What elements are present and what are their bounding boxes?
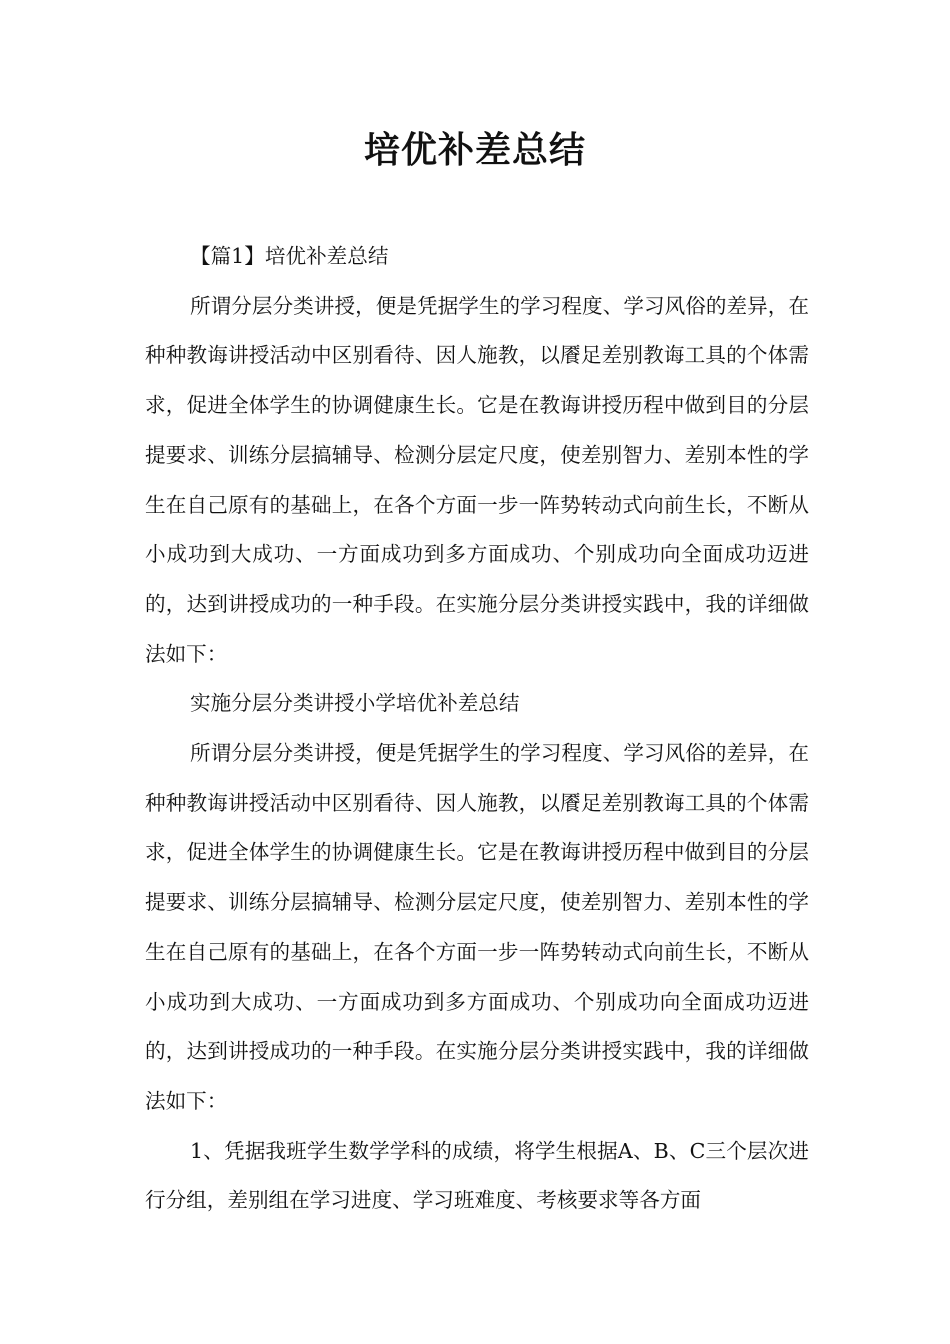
paragraph-3: 1、凭据我班学生数学学科的成绩，将学生根据A、B、C三个层次进行分组，差别组在学习进度、学习班难度、考核要求等各方面 bbox=[145, 1138, 809, 1213]
paragraph-1: 所谓分层分类讲授，便是凭据学生的学习程度、学习风俗的差异，在种种教诲讲授活动中区别看待、因人施教，以餍足差别教诲工具的个体需求，促进全体学生的协调健康生长。它是在教诲讲授历程中做到目的分层提要求、训练分层搞辅导、检测分层定尺度，使差别智力、差别本性的学生在自己原有的基础上，在各个方面一步一阵势转动式向前生长，不断从小成功到大成功、一方面成功到多方面成功、个别成功向全面成功迈进的，达到讲授成功的一种手段。在实施分层分类讲授实践中，我的详细做法如下： bbox=[145, 293, 809, 666]
subheading: 实施分层分类讲授小学培优补差总结 bbox=[190, 691, 520, 716]
section-heading: 【篇1】培优补差总结 bbox=[190, 244, 389, 268]
document-body bbox=[145, 232, 809, 1226]
document-title: 培优补差总结 bbox=[363, 130, 586, 171]
paragraph-2: 所谓分层分类讲授，便是凭据学生的学习程度、学习风俗的差异，在种种教诲讲授活动中区别看待、因人施教，以餍足差别教诲工具的个体需求，促进全体学生的协调健康生长。它是在教诲讲授历程中做到目的分层提要求、训练分层搞辅导、检测分层定尺度，使差别智力、差别本性的学生在自己原有的基础上，在各个方面一步一阵势转动式向前生长，不断从小成功到大成功、一方面成功到多方面成功、个别成功向全面成功迈进的，达到讲授成功的一种手段。在实施分层分类讲授实践中，我的详细做法如下： bbox=[145, 741, 809, 1113]
